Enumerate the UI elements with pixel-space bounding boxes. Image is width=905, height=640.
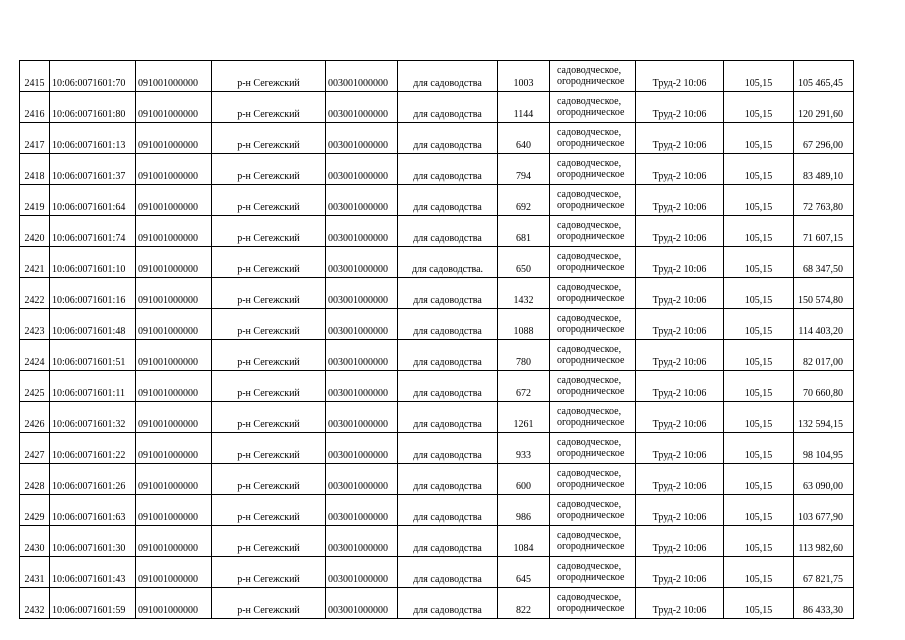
area-cell: 1084 — [498, 526, 550, 557]
zone-cell: Труд-2 10:06 — [636, 557, 724, 588]
category-code-cell: 003001000000 — [326, 433, 398, 464]
area-cell: 600 — [498, 464, 550, 495]
zone-cell: Труд-2 10:06 — [636, 61, 724, 92]
category-code-cell: 003001000000 — [326, 340, 398, 371]
area-cell: 933 — [498, 433, 550, 464]
table-row — [20, 247, 854, 278]
row-number-cell: 2432 — [20, 588, 50, 619]
purpose-cell — [550, 247, 636, 278]
purpose-cell — [550, 588, 636, 619]
oktmo-code-cell: 091001000000 — [136, 278, 212, 309]
zone-cell: Труд-2 10:06 — [636, 247, 724, 278]
permitted-use-cell: для садоводства — [398, 123, 498, 154]
area-cell: 681 — [498, 216, 550, 247]
cadastral-number-cell: 10:06:0071601:10 — [50, 247, 136, 278]
area-cell: 794 — [498, 154, 550, 185]
purpose-line-2: огородническое — [557, 603, 625, 614]
permitted-use-cell: для садоводства — [398, 495, 498, 526]
purpose-line-2: огородническое — [557, 138, 625, 149]
district-cell: р-н Сегежский — [212, 278, 326, 309]
rate-cell: 105,15 — [724, 433, 794, 464]
oktmo-code-cell: 091001000000 — [136, 526, 212, 557]
row-number-cell: 2430 — [20, 526, 50, 557]
category-code-cell: 003001000000 — [326, 247, 398, 278]
oktmo-code-cell: 091001000000 — [136, 185, 212, 216]
cadastral-value-cell: 120 291,60 — [794, 92, 854, 123]
table-row — [20, 340, 854, 371]
purpose-line-1: садоводческое, — [557, 344, 622, 355]
cadastral-value-cell: 63 090,00 — [794, 464, 854, 495]
table-row — [20, 185, 854, 216]
purpose-line-2: огородническое — [557, 386, 625, 397]
oktmo-code-cell: 091001000000 — [136, 247, 212, 278]
zone-cell: Труд-2 10:06 — [636, 340, 724, 371]
row-number-cell: 2417 — [20, 123, 50, 154]
cadastral-value-cell: 150 574,80 — [794, 278, 854, 309]
area-cell: 1003 — [498, 61, 550, 92]
table-row — [20, 495, 854, 526]
cadastral-number-cell: 10:06:0071601:11 — [50, 371, 136, 402]
cadastral-number-cell: 10:06:0071601:48 — [50, 309, 136, 340]
category-code-cell: 003001000000 — [326, 92, 398, 123]
table-row — [20, 278, 854, 309]
category-code-cell: 003001000000 — [326, 216, 398, 247]
purpose-cell — [550, 216, 636, 247]
oktmo-code-cell: 091001000000 — [136, 495, 212, 526]
rate-cell: 105,15 — [724, 371, 794, 402]
purpose-line-1: садоводческое, — [557, 189, 622, 200]
district-cell: р-н Сегежский — [212, 61, 326, 92]
purpose-line-1: садоводческое, — [557, 127, 622, 138]
area-cell: 780 — [498, 340, 550, 371]
category-code-cell: 003001000000 — [326, 371, 398, 402]
table-row — [20, 588, 854, 619]
purpose-line-2: огородническое — [557, 200, 625, 211]
rate-cell: 105,15 — [724, 123, 794, 154]
category-code-cell: 003001000000 — [326, 154, 398, 185]
purpose-line-1: садоводческое, — [557, 96, 622, 107]
zone-cell: Труд-2 10:06 — [636, 278, 724, 309]
oktmo-code-cell: 091001000000 — [136, 309, 212, 340]
cadastral-value-cell: 71 607,15 — [794, 216, 854, 247]
rate-cell: 105,15 — [724, 557, 794, 588]
district-cell: р-н Сегежский — [212, 123, 326, 154]
cadastral-number-cell: 10:06:0071601:16 — [50, 278, 136, 309]
purpose-line-1: садоводческое, — [557, 313, 622, 324]
cadastral-value-cell: 82 017,00 — [794, 340, 854, 371]
oktmo-code-cell: 091001000000 — [136, 92, 212, 123]
row-number-cell: 2421 — [20, 247, 50, 278]
purpose-line-1: садоводческое, — [557, 282, 622, 293]
row-number-cell: 2423 — [20, 309, 50, 340]
rate-cell: 105,15 — [724, 216, 794, 247]
rate-cell: 105,15 — [724, 402, 794, 433]
purpose-cell — [550, 557, 636, 588]
cadastral-number-cell: 10:06:0071601:51 — [50, 340, 136, 371]
zone-cell: Труд-2 10:06 — [636, 154, 724, 185]
rate-cell: 105,15 — [724, 185, 794, 216]
purpose-line-1: садоводческое, — [557, 468, 622, 479]
purpose-line-1: садоводческое, — [557, 499, 622, 510]
cadastral-number-cell: 10:06:0071601:26 — [50, 464, 136, 495]
table-row — [20, 92, 854, 123]
district-cell: р-н Сегежский — [212, 433, 326, 464]
cadastral-value-cell: 103 677,90 — [794, 495, 854, 526]
cadastral-value-cell: 113 982,60 — [794, 526, 854, 557]
cadastral-number-cell: 10:06:0071601:70 — [50, 61, 136, 92]
oktmo-code-cell: 091001000000 — [136, 557, 212, 588]
table-row — [20, 123, 854, 154]
row-number-cell: 2422 — [20, 278, 50, 309]
cadastral-value-cell: 83 489,10 — [794, 154, 854, 185]
cadastral-number-cell: 10:06:0071601:80 — [50, 92, 136, 123]
purpose-cell — [550, 340, 636, 371]
category-code-cell: 003001000000 — [326, 278, 398, 309]
row-number-cell: 2424 — [20, 340, 50, 371]
row-number-cell: 2425 — [20, 371, 50, 402]
zone-cell: Труд-2 10:06 — [636, 92, 724, 123]
row-number-cell: 2428 — [20, 464, 50, 495]
zone-cell: Труд-2 10:06 — [636, 371, 724, 402]
rate-cell: 105,15 — [724, 464, 794, 495]
permitted-use-cell: для садоводства — [398, 588, 498, 619]
cadastral-value-cell: 72 763,80 — [794, 185, 854, 216]
cadastral-value-cell: 70 660,80 — [794, 371, 854, 402]
cadastral-value-cell: 86 433,30 — [794, 588, 854, 619]
rate-cell: 105,15 — [724, 588, 794, 619]
purpose-line-2: огородническое — [557, 107, 625, 118]
purpose-line-2: огородническое — [557, 510, 625, 521]
row-number-cell: 2416 — [20, 92, 50, 123]
purpose-cell — [550, 278, 636, 309]
rate-cell: 105,15 — [724, 309, 794, 340]
cadastral-value-cell: 132 594,15 — [794, 402, 854, 433]
category-code-cell: 003001000000 — [326, 61, 398, 92]
zone-cell: Труд-2 10:06 — [636, 588, 724, 619]
cadastral-number-cell: 10:06:0071601:32 — [50, 402, 136, 433]
district-cell: р-н Сегежский — [212, 588, 326, 619]
oktmo-code-cell: 091001000000 — [136, 216, 212, 247]
purpose-line-2: огородническое — [557, 448, 625, 459]
category-code-cell: 003001000000 — [326, 123, 398, 154]
zone-cell: Труд-2 10:06 — [636, 464, 724, 495]
permitted-use-cell: для садоводства — [398, 216, 498, 247]
table-row — [20, 61, 854, 92]
row-number-cell: 2429 — [20, 495, 50, 526]
district-cell: р-н Сегежский — [212, 371, 326, 402]
oktmo-code-cell: 091001000000 — [136, 123, 212, 154]
purpose-line-1: садоводческое, — [557, 437, 622, 448]
area-cell: 822 — [498, 588, 550, 619]
row-number-cell: 2431 — [20, 557, 50, 588]
rate-cell: 105,15 — [724, 61, 794, 92]
purpose-cell — [550, 402, 636, 433]
cadastral-number-cell: 10:06:0071601:43 — [50, 557, 136, 588]
district-cell: р-н Сегежский — [212, 402, 326, 433]
rate-cell: 105,15 — [724, 154, 794, 185]
category-code-cell: 003001000000 — [326, 309, 398, 340]
oktmo-code-cell: 091001000000 — [136, 464, 212, 495]
oktmo-code-cell: 091001000000 — [136, 402, 212, 433]
table-row — [20, 464, 854, 495]
rate-cell: 105,15 — [724, 495, 794, 526]
oktmo-code-cell: 091001000000 — [136, 588, 212, 619]
district-cell: р-н Сегежский — [212, 557, 326, 588]
cadastral-number-cell: 10:06:0071601:64 — [50, 185, 136, 216]
category-code-cell: 003001000000 — [326, 402, 398, 433]
permitted-use-cell: для садоводства — [398, 433, 498, 464]
row-number-cell: 2426 — [20, 402, 50, 433]
table-row — [20, 557, 854, 588]
purpose-line-2: огородническое — [557, 572, 625, 583]
table-row — [20, 154, 854, 185]
purpose-line-2: огородническое — [557, 169, 625, 180]
zone-cell: Труд-2 10:06 — [636, 216, 724, 247]
purpose-line-1: садоводческое, — [557, 251, 622, 262]
oktmo-code-cell: 091001000000 — [136, 433, 212, 464]
area-cell: 640 — [498, 123, 550, 154]
permitted-use-cell: для садоводства — [398, 402, 498, 433]
purpose-line-2: огородническое — [557, 76, 625, 87]
cadastral-number-cell: 10:06:0071601:13 — [50, 123, 136, 154]
zone-cell: Труд-2 10:06 — [636, 123, 724, 154]
purpose-line-1: садоводческое, — [557, 65, 622, 76]
area-cell: 1432 — [498, 278, 550, 309]
purpose-cell — [550, 526, 636, 557]
purpose-line-2: огородническое — [557, 262, 625, 273]
purpose-cell — [550, 154, 636, 185]
district-cell: р-н Сегежский — [212, 309, 326, 340]
cadastral-value-cell: 105 465,45 — [794, 61, 854, 92]
oktmo-code-cell: 091001000000 — [136, 371, 212, 402]
zone-cell: Труд-2 10:06 — [636, 526, 724, 557]
cadastral-number-cell: 10:06:0071601:63 — [50, 495, 136, 526]
table-row — [20, 526, 854, 557]
oktmo-code-cell: 091001000000 — [136, 340, 212, 371]
permitted-use-cell: для садоводства — [398, 464, 498, 495]
area-cell: 1144 — [498, 92, 550, 123]
purpose-cell — [550, 433, 636, 464]
area-cell: 692 — [498, 185, 550, 216]
oktmo-code-cell: 091001000000 — [136, 61, 212, 92]
cadastral-value-cell: 67 296,00 — [794, 123, 854, 154]
purpose-line-1: садоводческое, — [557, 406, 622, 417]
area-cell: 650 — [498, 247, 550, 278]
category-code-cell: 003001000000 — [326, 588, 398, 619]
permitted-use-cell: для садоводства — [398, 340, 498, 371]
table-row — [20, 402, 854, 433]
category-code-cell: 003001000000 — [326, 464, 398, 495]
rate-cell: 105,15 — [724, 340, 794, 371]
cadastral-number-cell: 10:06:0071601:37 — [50, 154, 136, 185]
purpose-line-1: садоводческое, — [557, 375, 622, 386]
cadastral-number-cell: 10:06:0071601:74 — [50, 216, 136, 247]
purpose-line-2: огородническое — [557, 231, 625, 242]
rate-cell: 105,15 — [724, 247, 794, 278]
rate-cell: 105,15 — [724, 92, 794, 123]
purpose-line-1: садоводческое, — [557, 592, 622, 603]
purpose-cell — [550, 495, 636, 526]
district-cell: р-н Сегежский — [212, 526, 326, 557]
district-cell: р-н Сегежский — [212, 340, 326, 371]
category-code-cell: 003001000000 — [326, 495, 398, 526]
purpose-line-2: огородническое — [557, 324, 625, 335]
permitted-use-cell: для садоводства — [398, 371, 498, 402]
zone-cell: Труд-2 10:06 — [636, 433, 724, 464]
permitted-use-cell: для садоводства — [398, 185, 498, 216]
purpose-line-2: огородническое — [557, 541, 625, 552]
zone-cell: Труд-2 10:06 — [636, 402, 724, 433]
row-number-cell: 2418 — [20, 154, 50, 185]
table-row — [20, 216, 854, 247]
district-cell: р-н Сегежский — [212, 92, 326, 123]
cadastral-value-cell: 98 104,95 — [794, 433, 854, 464]
permitted-use-cell: для садоводства — [398, 278, 498, 309]
table-row — [20, 433, 854, 464]
cadastral-value-cell: 114 403,20 — [794, 309, 854, 340]
category-code-cell: 003001000000 — [326, 526, 398, 557]
permitted-use-cell: для садоводства — [398, 557, 498, 588]
purpose-cell — [550, 123, 636, 154]
district-cell: р-н Сегежский — [212, 464, 326, 495]
area-cell: 1261 — [498, 402, 550, 433]
purpose-cell — [550, 92, 636, 123]
zone-cell: Труд-2 10:06 — [636, 495, 724, 526]
purpose-line-1: садоводческое, — [557, 561, 622, 572]
purpose-cell — [550, 61, 636, 92]
table-row — [20, 371, 854, 402]
row-number-cell: 2419 — [20, 185, 50, 216]
district-cell: р-н Сегежский — [212, 495, 326, 526]
cadastral-number-cell: 10:06:0071601:22 — [50, 433, 136, 464]
land-parcel-table — [19, 60, 854, 619]
rate-cell: 105,15 — [724, 526, 794, 557]
purpose-line-2: огородническое — [557, 355, 625, 366]
district-cell: р-н Сегежский — [212, 185, 326, 216]
area-cell: 1088 — [498, 309, 550, 340]
cadastral-value-cell: 68 347,50 — [794, 247, 854, 278]
category-code-cell: 003001000000 — [326, 185, 398, 216]
permitted-use-cell: для садоводства — [398, 61, 498, 92]
purpose-line-1: садоводческое, — [557, 220, 622, 231]
permitted-use-cell: для садоводства. — [398, 247, 498, 278]
area-cell: 986 — [498, 495, 550, 526]
district-cell: р-н Сегежский — [212, 216, 326, 247]
table-row — [20, 309, 854, 340]
purpose-line-2: огородническое — [557, 479, 625, 490]
row-number-cell: 2420 — [20, 216, 50, 247]
permitted-use-cell: для садоводства — [398, 526, 498, 557]
permitted-use-cell: для садоводства — [398, 92, 498, 123]
cadastral-number-cell: 10:06:0071601:30 — [50, 526, 136, 557]
purpose-line-1: садоводческое, — [557, 530, 622, 541]
cadastral-value-cell: 67 821,75 — [794, 557, 854, 588]
purpose-cell — [550, 464, 636, 495]
cadastral-number-cell: 10:06:0071601:59 — [50, 588, 136, 619]
area-cell: 672 — [498, 371, 550, 402]
district-cell: р-н Сегежский — [212, 154, 326, 185]
purpose-cell — [550, 185, 636, 216]
purpose-cell — [550, 309, 636, 340]
purpose-line-2: огородническое — [557, 417, 625, 428]
purpose-cell — [550, 371, 636, 402]
table-body — [20, 61, 854, 619]
row-number-cell: 2427 — [20, 433, 50, 464]
purpose-line-2: огородническое — [557, 293, 625, 304]
rate-cell: 105,15 — [724, 278, 794, 309]
row-number-cell: 2415 — [20, 61, 50, 92]
purpose-line-1: садоводческое, — [557, 158, 622, 169]
oktmo-code-cell: 091001000000 — [136, 154, 212, 185]
area-cell: 645 — [498, 557, 550, 588]
category-code-cell: 003001000000 — [326, 557, 398, 588]
zone-cell: Труд-2 10:06 — [636, 185, 724, 216]
permitted-use-cell: для садоводства — [398, 309, 498, 340]
zone-cell: Труд-2 10:06 — [636, 309, 724, 340]
permitted-use-cell: для садоводства — [398, 154, 498, 185]
district-cell: р-н Сегежский — [212, 247, 326, 278]
